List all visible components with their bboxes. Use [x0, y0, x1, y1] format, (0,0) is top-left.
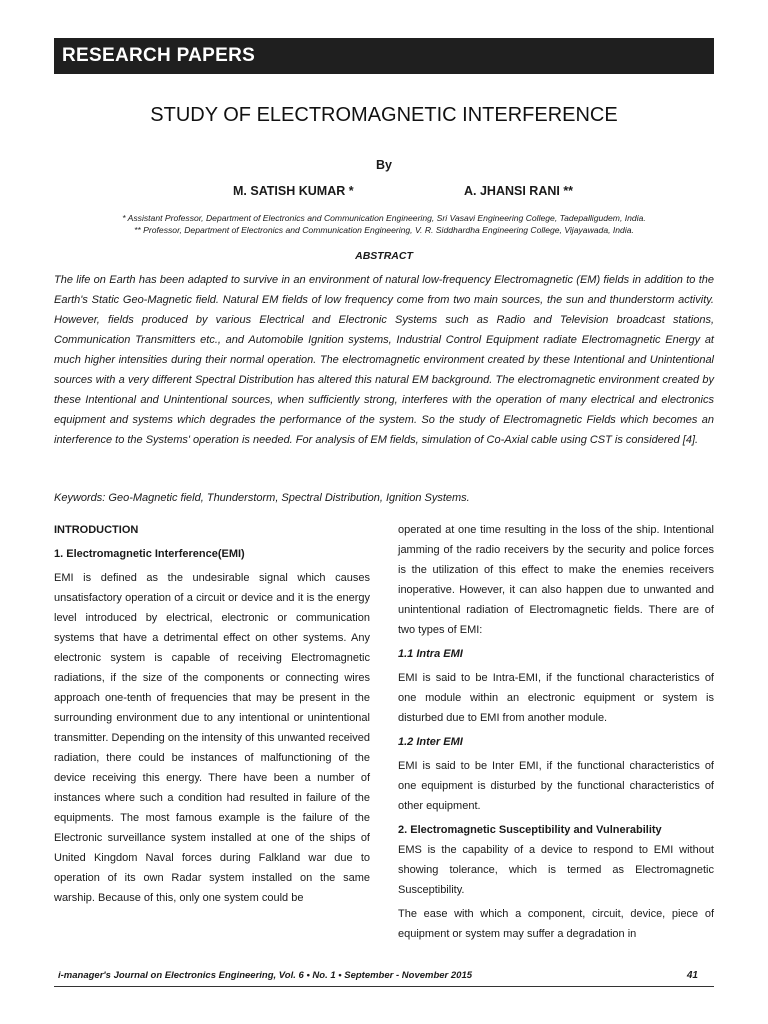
ease-paragraph: The ease with which a component, circuit, device, piece of equipment or system may suffer a degradation in	[398, 908, 714, 940]
emi-section-heading: 1. Electromagnetic Interference(EMI)	[54, 548, 245, 560]
affiliation-2: ** Professor, Department of Electronics and Communication Engineering, V. R. Siddhardha Engineering College, Vijayawada, India.	[134, 225, 634, 235]
abstract-text: The life on Earth has been adapted to survive in an environment of natural low-frequency Electromagnetic (EM) fields in addition to the Earth's Static Geo-Magnetic field. Natural EM fields of low frequency come from two main sources, the sun and thunderstorm activity. However, fields produced by various Electrical and Electronic Systems such as Radio and Television broadcast stations, Communication Transmitters etc., and Automobile Ignition systems, Industrial Control Equipment radiate Electromagnetic Energy at much higher intensities during their normal operation. The electromagnetic environment created by these Intentional and Unintentional sources with a very different Spectral Distribution has altered this natural EM background. The electromagnetic environment created by these Intentional and Unintentional sources, when sufficiently strong, interferes with the operation of many electrical and electronics equipment and systems which degrades the performance of the system. So the study of Electromagnetic Fields which becomes an interference to the Systems' operation is needed. For analysis of EM fields, simulation of Co-Axial cable using CST is considered [4].	[54, 274, 714, 446]
author-1: M. SATISH KUMAR *	[233, 184, 354, 198]
section-banner: RESEARCH PAPERS	[54, 38, 714, 74]
ems-section-heading: 2. Electromagnetic Susceptibility and Vulnerability	[398, 824, 662, 836]
paper-title: STUDY OF ELECTROMAGNETIC INTERFERENCE	[150, 104, 618, 126]
continued-paragraph: operated at one time resulting in the loss of the ship. Intentional jamming of the radio receivers by the security and police forces is the utilization of this effect to make the enemies receivers inoperative. However, it can also happen due to unwanted and unintentional radiation of Electromagnetic fields. There are of two types of EMI:	[398, 524, 714, 636]
footer-page-number: 41	[686, 970, 698, 981]
right-column	[398, 520, 714, 944]
byline: By	[376, 158, 392, 172]
keywords: Keywords: Geo-Magnetic field, Thunderstorm, Spectral Distribution, Ignition Systems.	[54, 492, 470, 504]
inter-emi-heading: 1.2 Inter EMI	[398, 736, 463, 748]
footer-journal-citation: i-manager's Journal on Electronics Engineering, Vol. 6 • No. 1 • September - November 2015	[58, 970, 473, 981]
intra-emi-heading: 1.1 Intra EMI	[398, 648, 463, 660]
author-2: A. JHANSI RANI **	[464, 184, 574, 198]
intra-emi-paragraph: EMI is said to be Intra-EMI, if the functional characteristics of one module within an electronic equipment or system is disturbed due to EMI from another module.	[398, 672, 714, 724]
footer-divider	[54, 986, 714, 987]
affiliation-1: * Assistant Professor, Department of Electronics and Communication Engineering, Sri Vasavi Engineering College, Tadepalligudem, India.	[122, 213, 646, 223]
abstract-heading: ABSTRACT	[355, 250, 413, 262]
introduction-heading: INTRODUCTION	[54, 524, 139, 536]
inter-emi-paragraph: EMI is said to be Inter EMI, if the functional characteristics of one equipment is disturbed by the functional characteristics of other equipment.	[398, 760, 714, 812]
left-column	[54, 520, 370, 908]
emi-paragraph: EMI is defined as the undesirable signal which causes unsatisfactory operation of a circuit or device and it is the energy level introduced by electrical, electronic or communication systems that have a detrimental effect on other systems. Any electronic system is capable of receiving Electromagnetic radiations, if the size of the components or connecting wires approach one-tenth of frequencies that may be present in the surrounding environment due to any intentional or unintentional transmitter. Depending on the intensity of this unwanted received radiation, there could be instances of malfunctioning of the device receiving this energy. There have been a number of instances where such a condition had resulted in failure of the equipments. The most famous example is the failure of the Electronic surveillance system installed at one of the ships of United Kingdom Naval forces during Falkland war due to operation of its own Radar system installed on the same warship. Because of this, only one system could be	[54, 572, 370, 904]
ems-paragraph: EMS is the capability of a device to respond to EMI without showing tolerance, which is termed as Electromagnetic Susceptibility.	[398, 844, 714, 896]
